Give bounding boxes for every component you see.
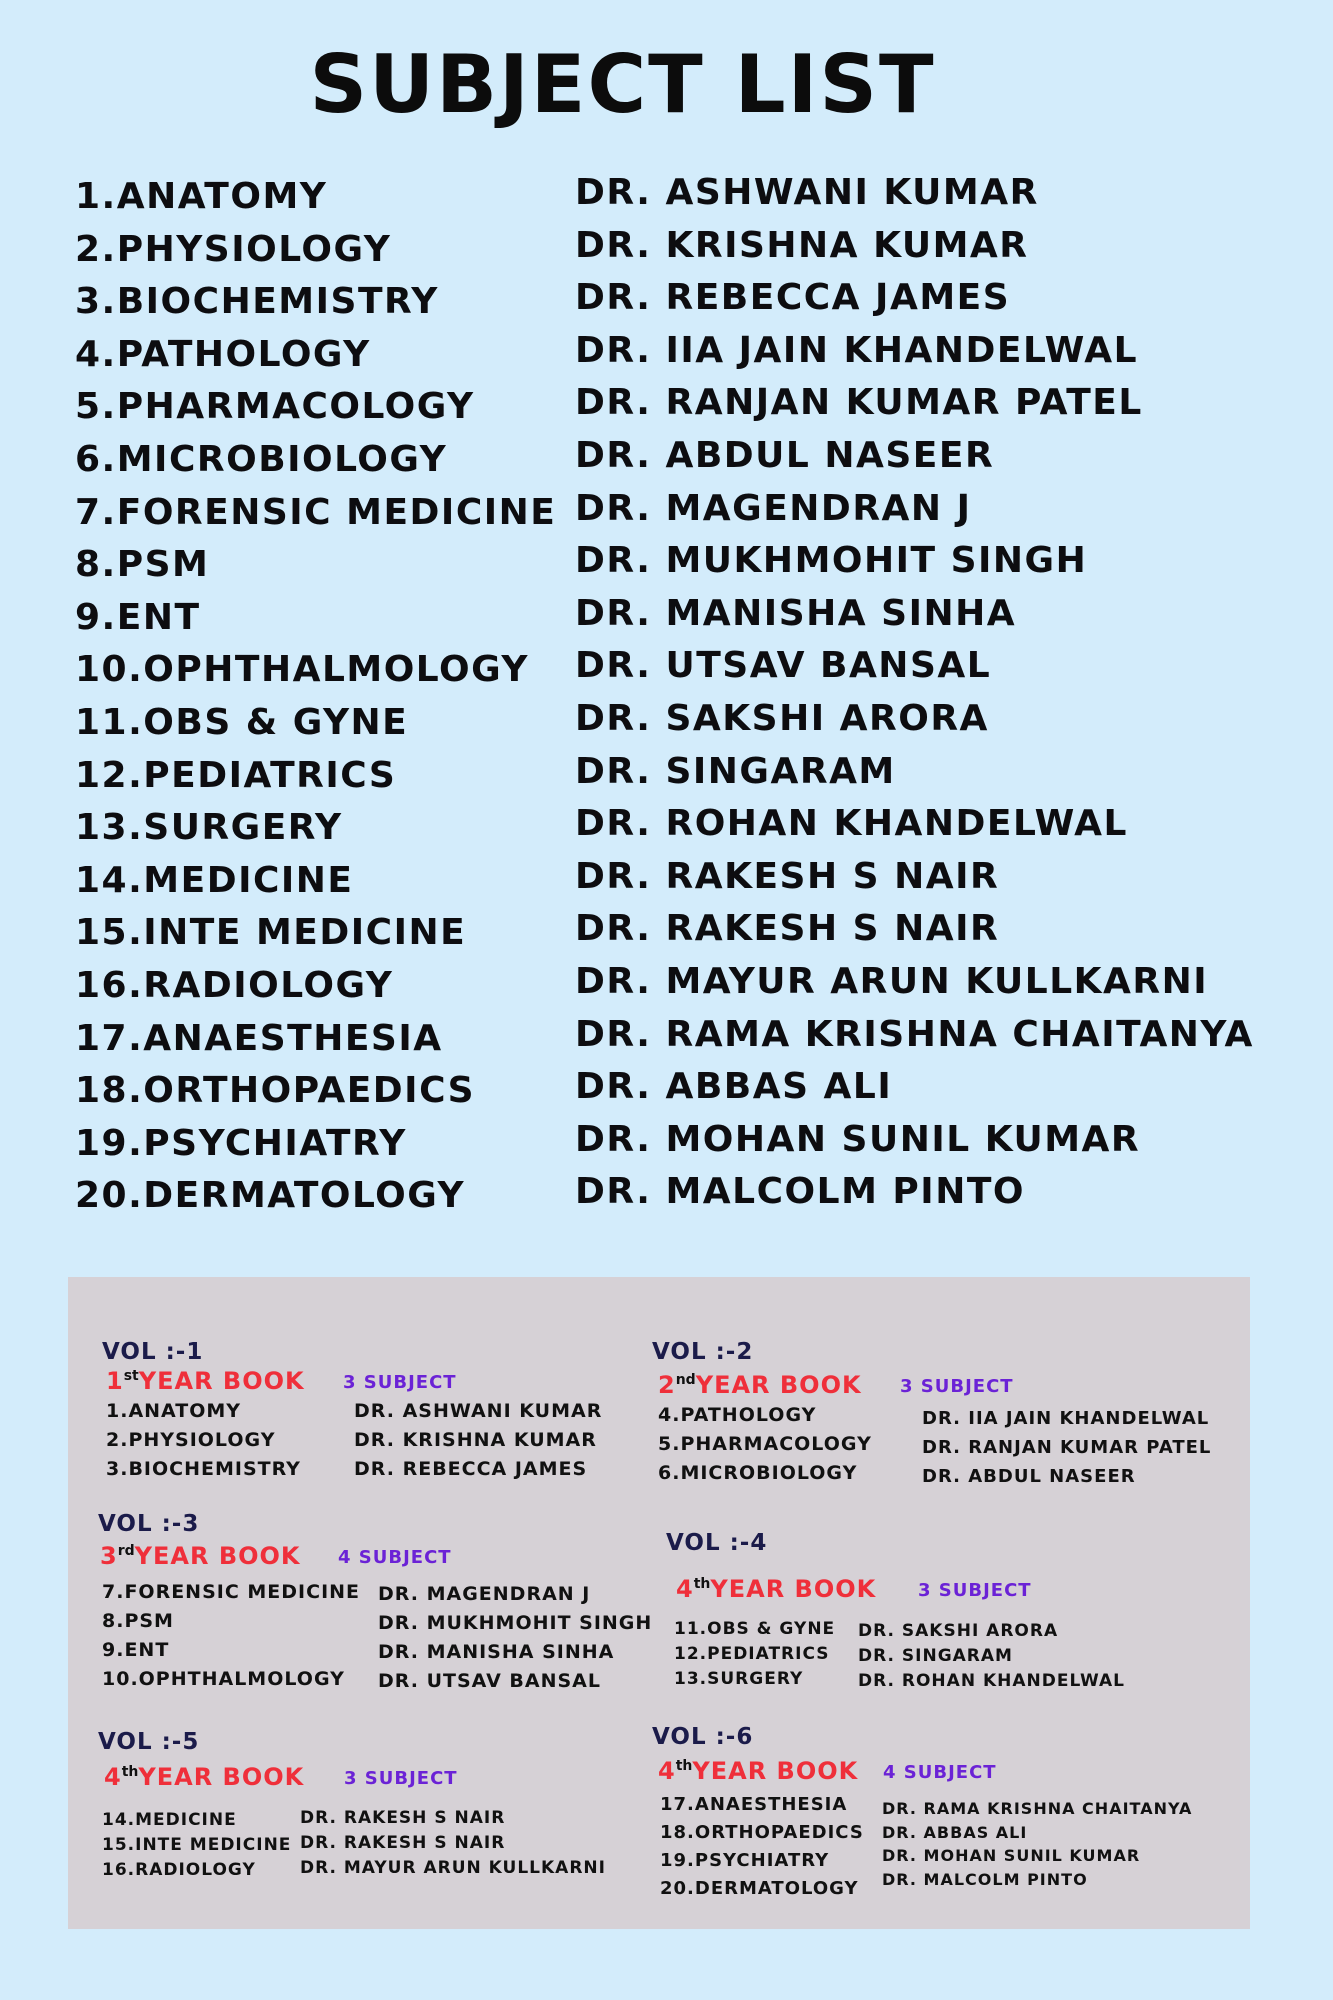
- year-label: YEAR BOOK: [138, 1367, 305, 1395]
- year-suffix: th: [121, 1764, 139, 1780]
- subject-list: [75, 172, 1275, 1224]
- subject-name: 8.PSM: [75, 544, 210, 586]
- subject-name: 17.ANAESTHESIA: [75, 1017, 443, 1059]
- list-item: DR. SAKSHI ARORA: [858, 1621, 1059, 1641]
- vol-3-doctors: [378, 1580, 652, 1696]
- vol-2-subjects: [658, 1401, 872, 1488]
- subject-row: [75, 1119, 1275, 1172]
- doctor-name: DR. ASHWANI KUMAR: [575, 172, 1039, 213]
- list-item: DR. ASHWANI KUMAR: [354, 1400, 603, 1422]
- list-item: 11.OBS & GYNE: [674, 1619, 836, 1639]
- list-item: 10.OPHTHALMOLOGY: [102, 1668, 345, 1690]
- year-label: YEAR BOOK: [138, 1763, 305, 1791]
- list-item: 9.ENT: [102, 1639, 170, 1661]
- subject-name: 19.PSYCHIATRY: [75, 1122, 407, 1164]
- year-number: 4: [676, 1575, 694, 1603]
- vol-6-label: VOL :-6: [652, 1724, 754, 1750]
- list-item: 14.MEDICINE: [102, 1810, 237, 1830]
- vol-4-year: [676, 1575, 876, 1603]
- doctor-name: DR. SINGARAM: [575, 750, 896, 792]
- list-item: DR. KRISHNA KUMAR: [354, 1429, 597, 1451]
- year-label: YEAR BOOK: [692, 1757, 859, 1785]
- vol-3-count: 4 SUBJECT: [338, 1547, 452, 1568]
- list-item: 17.ANAESTHESIA: [660, 1794, 848, 1815]
- vol-5-subjects: [102, 1808, 291, 1883]
- subject-row: [75, 1066, 1275, 1119]
- vol-4-doctors: [858, 1619, 1125, 1694]
- year-number: 2: [658, 1371, 676, 1399]
- doctor-name: DR. RAKESH S NAIR: [575, 855, 1000, 897]
- vol-1-subjects: [106, 1397, 301, 1484]
- doctor-name: DR. RAKESH S NAIR: [575, 908, 1000, 950]
- subject-row: [75, 488, 1275, 541]
- doctor-name: DR. RAMA KRISHNA CHAITANYA: [575, 1013, 1254, 1055]
- vol-4-subjects: [674, 1617, 835, 1692]
- subject-name: 16.RADIOLOGY: [75, 964, 394, 1006]
- subject-row: [75, 382, 1275, 435]
- subject-name: 2.PHYSIOLOGY: [75, 228, 392, 270]
- vol-3-label: VOL :-3: [98, 1511, 200, 1537]
- year-suffix: th: [675, 1758, 693, 1774]
- doctor-name: DR. ABDUL NASEER: [575, 434, 995, 476]
- list-item: DR. RANJAN KUMAR PATEL: [922, 1437, 1212, 1458]
- subject-name: 15.INTE MEDICINE: [75, 912, 467, 954]
- subject-name: 12.PEDIATRICS: [75, 754, 397, 796]
- subject-row: [75, 1014, 1275, 1067]
- subject-name: 4.PATHOLOGY: [75, 333, 371, 375]
- subject-name: 7.FORENSIC MEDICINE: [75, 491, 557, 533]
- year-suffix: nd: [675, 1372, 696, 1388]
- doctor-name: DR. MAGENDRAN J: [575, 487, 972, 529]
- doctor-name: DR. REBECCA JAMES: [575, 277, 1011, 319]
- list-item: 19.PSYCHIATRY: [660, 1850, 830, 1871]
- year-number: 3: [100, 1542, 118, 1570]
- list-item: 7.FORENSIC MEDICINE: [102, 1581, 361, 1603]
- list-item: DR. ROHAN KHANDELWAL: [858, 1671, 1125, 1691]
- list-item: DR. UTSAV BANSAL: [378, 1670, 601, 1692]
- list-item: DR. RAMA KRISHNA CHAITANYA: [882, 1799, 1193, 1818]
- doctor-name: DR. MAYUR ARUN KULLKARNI: [575, 960, 1209, 1002]
- vol-6-count: 4 SUBJECT: [883, 1762, 997, 1783]
- list-item: 16.RADIOLOGY: [102, 1860, 256, 1880]
- subject-name: 10.OPHTHALMOLOGY: [75, 649, 529, 691]
- subject-row: [75, 751, 1275, 804]
- vol-1-doctors: [354, 1397, 602, 1484]
- doctor-name: DR. MALCOLM PINTO: [575, 1171, 1025, 1213]
- year-suffix: rd: [117, 1543, 135, 1559]
- subject-name: 14.MEDICINE: [75, 859, 354, 901]
- subject-row: [75, 908, 1275, 961]
- year-number: 1: [106, 1367, 124, 1395]
- doctor-name: DR. RANJAN KUMAR PATEL: [575, 382, 1143, 424]
- doctor-name: DR. MANISHA SINHA: [575, 592, 1017, 634]
- list-item: DR. MOHAN SUNIL KUMAR: [882, 1846, 1141, 1865]
- page-title: SUBJECT LIST: [309, 38, 936, 131]
- list-item: 8.PSM: [102, 1610, 174, 1632]
- year-label: YEAR BOOK: [695, 1371, 862, 1399]
- subject-name: 20.DERMATOLOGY: [75, 1175, 466, 1217]
- vol-6-year: [658, 1757, 858, 1785]
- doctor-name: DR. UTSAV BANSAL: [575, 645, 992, 687]
- list-item: DR. MAYUR ARUN KULLKARNI: [300, 1858, 606, 1878]
- list-item: DR. MANISHA SINHA: [378, 1641, 615, 1663]
- year-number: 4: [658, 1757, 676, 1785]
- subject-name: 9.ENT: [75, 596, 201, 638]
- vol-5-doctors: [300, 1806, 606, 1881]
- subject-row: [75, 645, 1275, 698]
- list-item: DR. IIA JAIN KHANDELWAL: [922, 1408, 1210, 1429]
- list-item: 6.MICROBIOLOGY: [658, 1462, 858, 1484]
- year-suffix: th: [693, 1576, 711, 1592]
- subject-row: [75, 172, 1275, 225]
- list-item: 5.PHARMACOLOGY: [658, 1433, 872, 1455]
- vol-1-label: VOL :-1: [102, 1339, 204, 1365]
- vol-5-label: VOL :-5: [98, 1729, 200, 1755]
- subject-row: [75, 277, 1275, 330]
- list-item: 4.PATHOLOGY: [658, 1404, 817, 1426]
- vol-2-label: VOL :-2: [652, 1339, 754, 1365]
- list-item: 1.ANATOMY: [106, 1400, 242, 1422]
- subject-name: 5.PHARMACOLOGY: [75, 386, 475, 428]
- subject-name: 6.MICROBIOLOGY: [75, 438, 448, 480]
- list-item: 3.BIOCHEMISTRY: [106, 1458, 301, 1480]
- doctor-name: DR. MOHAN SUNIL KUMAR: [575, 1118, 1141, 1160]
- vol-3-year: [100, 1542, 301, 1570]
- vol-4-label: VOL :-4: [666, 1530, 768, 1556]
- list-item: DR. REBECCA JAMES: [354, 1458, 588, 1480]
- list-item: DR. ABDUL NASEER: [922, 1466, 1136, 1487]
- list-item: DR. MAGENDRAN J: [378, 1583, 591, 1605]
- doctor-name: DR. MUKHMOHIT SINGH: [575, 540, 1088, 582]
- list-item: 2.PHYSIOLOGY: [106, 1429, 276, 1451]
- year-number: 4: [104, 1763, 122, 1791]
- year-label: YEAR BOOK: [134, 1542, 301, 1570]
- subject-row: [75, 540, 1275, 593]
- subject-row: [75, 225, 1275, 278]
- year-suffix: st: [123, 1368, 139, 1384]
- subject-name: 11.OBS & GYNE: [75, 701, 409, 743]
- doctor-name: DR. SAKSHI ARORA: [575, 697, 989, 739]
- subject-name: 18.ORTHOPAEDICS: [75, 1070, 476, 1112]
- vol-5-year: [104, 1763, 304, 1791]
- volume-panel: [68, 1277, 1250, 1929]
- list-item: 18.ORTHOPAEDICS: [660, 1822, 864, 1843]
- doctor-name: DR. ABBAS ALI: [575, 1066, 893, 1108]
- vol-5-count: 3 SUBJECT: [344, 1768, 458, 1789]
- list-item: 12.PEDIATRICS: [674, 1644, 830, 1664]
- vol-1-count: 3 SUBJECT: [343, 1372, 457, 1393]
- subject-name: 3.BIOCHEMISTRY: [75, 281, 439, 323]
- subject-row: [75, 1171, 1275, 1224]
- vol-3-subjects: [102, 1578, 360, 1694]
- list-item: 20.DERMATOLOGY: [660, 1878, 859, 1899]
- list-item: DR. MUKHMOHIT SINGH: [378, 1612, 653, 1634]
- vol-1-year: [106, 1367, 305, 1395]
- list-item: DR. RAKESH S NAIR: [300, 1833, 506, 1853]
- list-item: DR. SINGARAM: [858, 1646, 1013, 1666]
- list-item: 15.INTE MEDICINE: [102, 1835, 292, 1855]
- vol-4-count: 3 SUBJECT: [918, 1580, 1032, 1601]
- doctor-name: DR. ROHAN KHANDELWAL: [575, 803, 1128, 845]
- list-item: DR. ABBAS ALI: [882, 1822, 1028, 1842]
- vol-2-doctors: [922, 1404, 1211, 1491]
- year-label: YEAR BOOK: [710, 1575, 877, 1603]
- subject-row: [75, 856, 1275, 909]
- subject-row: [75, 593, 1275, 646]
- doctor-name: DR. IIA JAIN KHANDELWAL: [575, 329, 1139, 371]
- subject-row: [75, 330, 1275, 383]
- subject-name: 13.SURGERY: [75, 807, 343, 849]
- vol-6-subjects: [660, 1791, 864, 1903]
- subject-row: [75, 698, 1275, 751]
- vol-2-year: [658, 1371, 862, 1399]
- subject-name: 1.ANATOMY: [75, 176, 328, 217]
- subject-row: [75, 435, 1275, 488]
- list-item: DR. RAKESH S NAIR: [300, 1808, 506, 1828]
- list-item: DR. MALCOLM PINTO: [882, 1869, 1088, 1889]
- subject-row: [75, 961, 1275, 1014]
- doctor-name: DR. KRISHNA KUMAR: [575, 224, 1029, 266]
- vol-2-count: 3 SUBJECT: [900, 1376, 1014, 1397]
- subject-row: [75, 803, 1275, 856]
- vol-6-doctors: [882, 1797, 1192, 1891]
- list-item: 13.SURGERY: [674, 1669, 804, 1689]
